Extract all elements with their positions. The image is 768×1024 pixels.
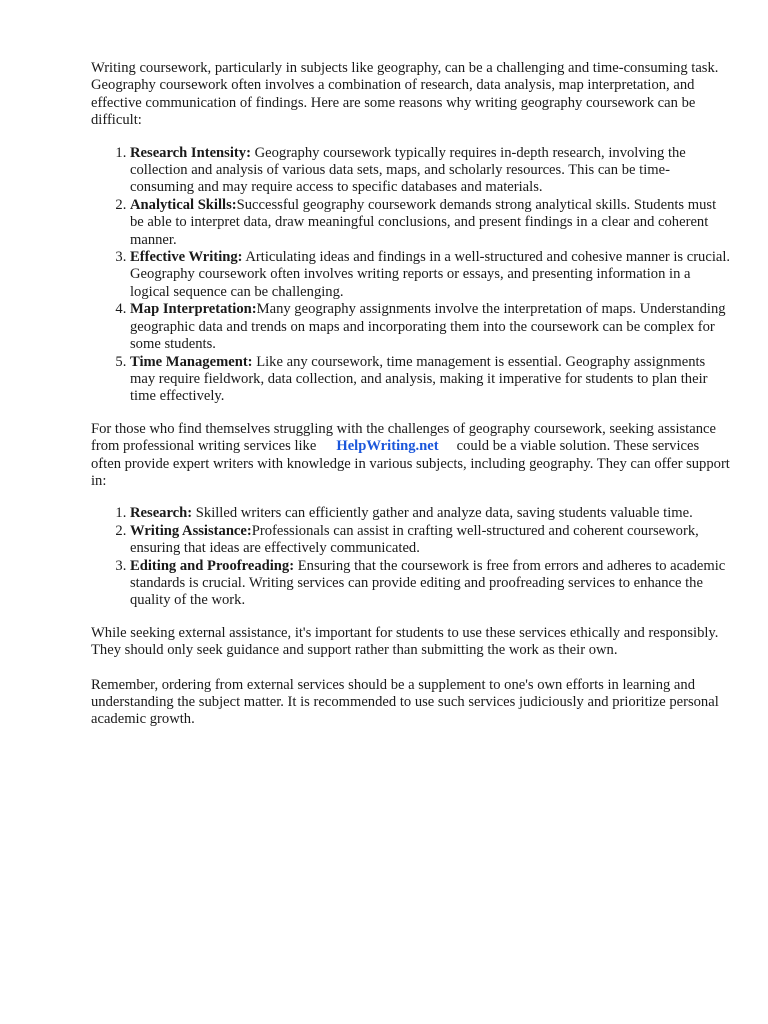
- intro-paragraph: Writing coursework, particularly in subjects like geography, can be a challenging and time-consuming task. Geography coursework often involves a combination of research, data analysis, map interpretation, and effective communication of findings. Here are some reasons why writing geography coursework can be difficult:: [91, 60, 719, 129]
- list-item-term: Writing Assistance:: [130, 522, 252, 539]
- list-item-text: Skilled writers can efficiently gather and analyze data, saving students valuable time.: [192, 505, 693, 522]
- list-item-term: Time Management:: [130, 353, 253, 370]
- list-item-term: Research:: [130, 505, 193, 522]
- reasons-list: [91, 145, 731, 406]
- list-item-text: Articulating ideas and findings in a well-structured and cohesive manner is crucial. Geography coursework often involves writing reports or essays, and presenting information in a logical sequence can be challenging.: [130, 249, 731, 300]
- list-item-term: Analytical Skills:: [130, 196, 237, 213]
- list-item: [130, 558, 731, 610]
- assistance-paragraph: [91, 421, 731, 491]
- list-item-term: Research Intensity:: [130, 144, 251, 161]
- list-item-text: Like any coursework, time management is essential. Geography assignments may require fieldwork, data collection, and analysis, making it imperative for students to plan their time effectively.: [130, 353, 708, 405]
- list-item-term: Effective Writing:: [130, 249, 243, 266]
- list-item: [130, 301, 731, 353]
- list-item-term: Editing and Proofreading:: [130, 557, 295, 574]
- list-item: [130, 197, 731, 249]
- assistance-text-after: could be a viable solution. These services often provide expert writers with knowledge in various subjects, including geography. They can offer support in:: [91, 438, 730, 489]
- support-list: [91, 505, 731, 609]
- list-item-text: Professionals can assist in crafting well-structured and coherent coursework, ensuring that ideas are effectively communicated.: [130, 522, 699, 557]
- list-item: [130, 354, 731, 406]
- helpwriting-link[interactable]: HelpWriting.net: [336, 438, 439, 455]
- list-item: [130, 145, 731, 197]
- assistance-text-before: For those who find themselves struggling with the challenges of geography coursework, seeking assistance from professional writing services like: [91, 420, 716, 455]
- list-item-text: Successful geography coursework demands strong analytical skills. Students must be able to interpret data, draw meaningful conclusions, and present findings in a clear and coherent manner.: [130, 196, 717, 248]
- list-item: [130, 249, 731, 301]
- list-item: [130, 505, 731, 522]
- list-item-text: Ensuring that the coursework is free from errors and adheres to academic standards is crucial. Writing services can provide editing and proofreading services to enhance the quality of the work.: [130, 557, 726, 609]
- list-item: [130, 523, 731, 558]
- document-page: [91, 60, 731, 729]
- closing-paragraph: Remember, ordering from external services should be a supplement to one's own efforts in learning and understanding the subject matter. It is recommended to use such services judiciously and prioritize personal academic growth.: [91, 676, 719, 728]
- list-item-text: Many geography assignments involve the interpretation of maps. Understanding geographic data and trends on maps and incorporating them into the coursework can be complex for some students.: [130, 301, 726, 353]
- list-item-term: Map Interpretation:: [130, 301, 257, 318]
- list-item-text: Geography coursework typically requires in-depth research, involving the collection and analysis of various data sets, maps, and scholarly resources. This can be time-consuming and may require access to specific databases and materials.: [130, 144, 686, 196]
- ethics-paragraph: While seeking external assistance, it's important for students to use these services ethically and responsibly. They should only seek guidance and support rather than submitting the work as their own.: [91, 624, 719, 659]
